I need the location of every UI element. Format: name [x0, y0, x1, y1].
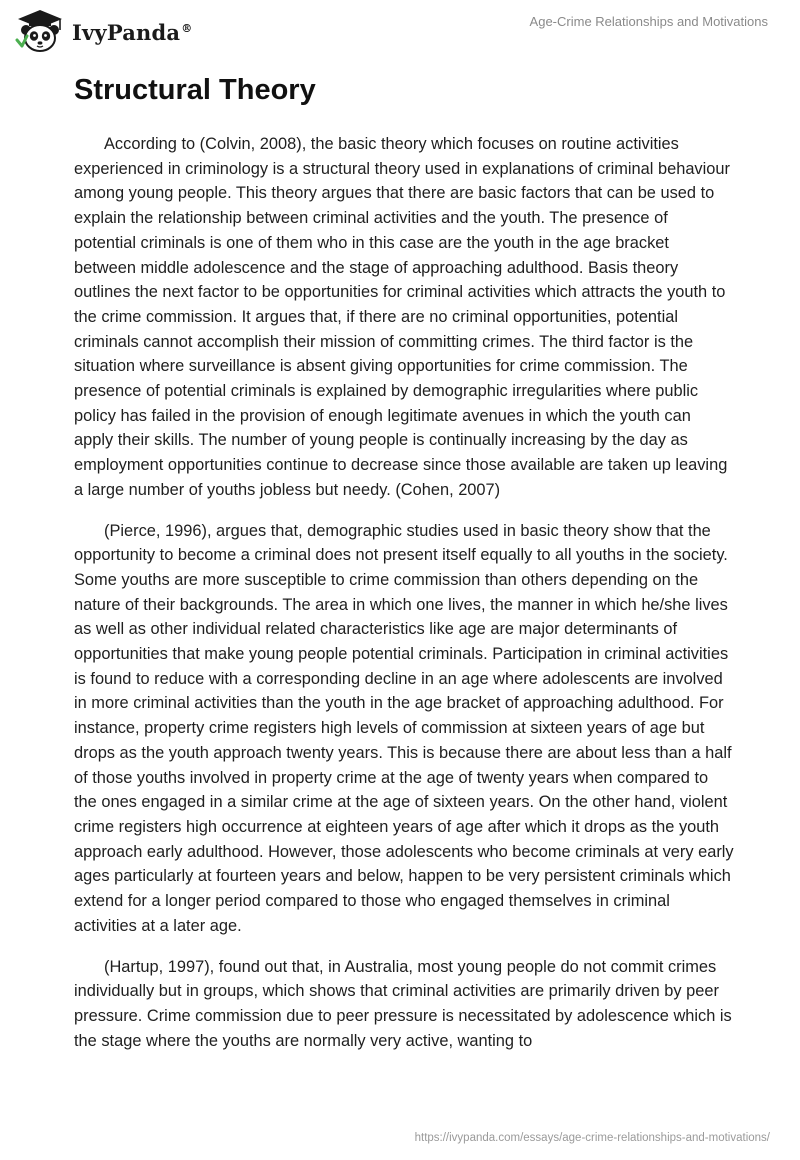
brand-logo[interactable]	[14, 8, 192, 54]
source-url[interactable]: https://ivypanda.com/essays/age-crime-relationships-and-motivations/	[414, 1132, 770, 1144]
brand-name: IvyPanda®	[72, 19, 193, 45]
document-title: Age-Crime Relationships and Motivations	[529, 14, 768, 29]
paragraph-2: (Pierce, 1996), argues that, demographic studies used in basic theory show that the opportunity to become a criminal does not present itself equally to all youths in the society. Some youths are more susceptible to crime commission than others depending on the nature of their backgrounds. The area in which one lives, the manner in which he/she lives as well as other individual related characteristics like age are major determinants of opportunities that make young people potential criminals. Participation in criminal activities is found to reduce with a corresponding decline in an age where adolescents are involved in more criminal activities than the youth in the age bracket of approaching adulthood. For instance, property crime registers high levels of commission at sixteen years of age but drops as the youth approach twenty years. This is because there are about less than a half of those youths involved in property crime at the age of twenty years when compared to the ones engaged in a similar crime at the age of sixteen years. On the other hand, violent crime registers high occurrence at eighteen years of age after which it drops as the youth approach early adulthood. However, those adolescents who become criminals at very early ages particularly at fourteen years and below, happen to be very persistent criminals which extend for a longer period compared to those who engaged themselves in criminal activities at a later age.	[74, 521, 734, 935]
paragraph-3: (Hartup, 1997), found out that, in Australia, most young people do not commit crimes individually but in groups, which shows that criminal activities are primarily driven by peer pressure. Crime commission due to peer pressure is necessitated by adolescence which is the stage where the youths are normally very active, wanting to	[74, 957, 732, 1050]
article-body	[74, 70, 734, 1069]
panda-graduate-icon	[14, 8, 66, 54]
registered-mark: ®	[181, 21, 193, 35]
section-heading: Structural Theory	[74, 74, 316, 106]
page-header	[0, 0, 800, 60]
paragraph-1: According to (Colvin, 2008), the basic theory which focuses on routine activities experienced in criminology is a structural theory used in explanations of criminal behaviour among young people. This theory argues that there are basic factors that can be used to explain the relationship between criminal activities and the youth. The presence of potential criminals is one of them who in this case are the youth in the age bracket between middle adolescence and the stage of approaching adulthood. Basis theory outlines the next factor to be opportunities for criminal activities which attracts the youth to the crime commission. It argues that, if there are no criminal opportunities, potential criminals cannot accomplish their mission of committing crimes. The third factor is the situation where surveillance is absent giving opportunities for crime commission. The presence of potential criminals is explained by demographic irregularities where public policy has failed in the provision of enough legitimate avenues in which the youth can apply their skills. The number of young people is continually increasing by the day as employment opportunities continue to decrease since those available are taken up leaving a large number of youths jobless but needy. (Cohen, 2007)	[74, 135, 730, 499]
